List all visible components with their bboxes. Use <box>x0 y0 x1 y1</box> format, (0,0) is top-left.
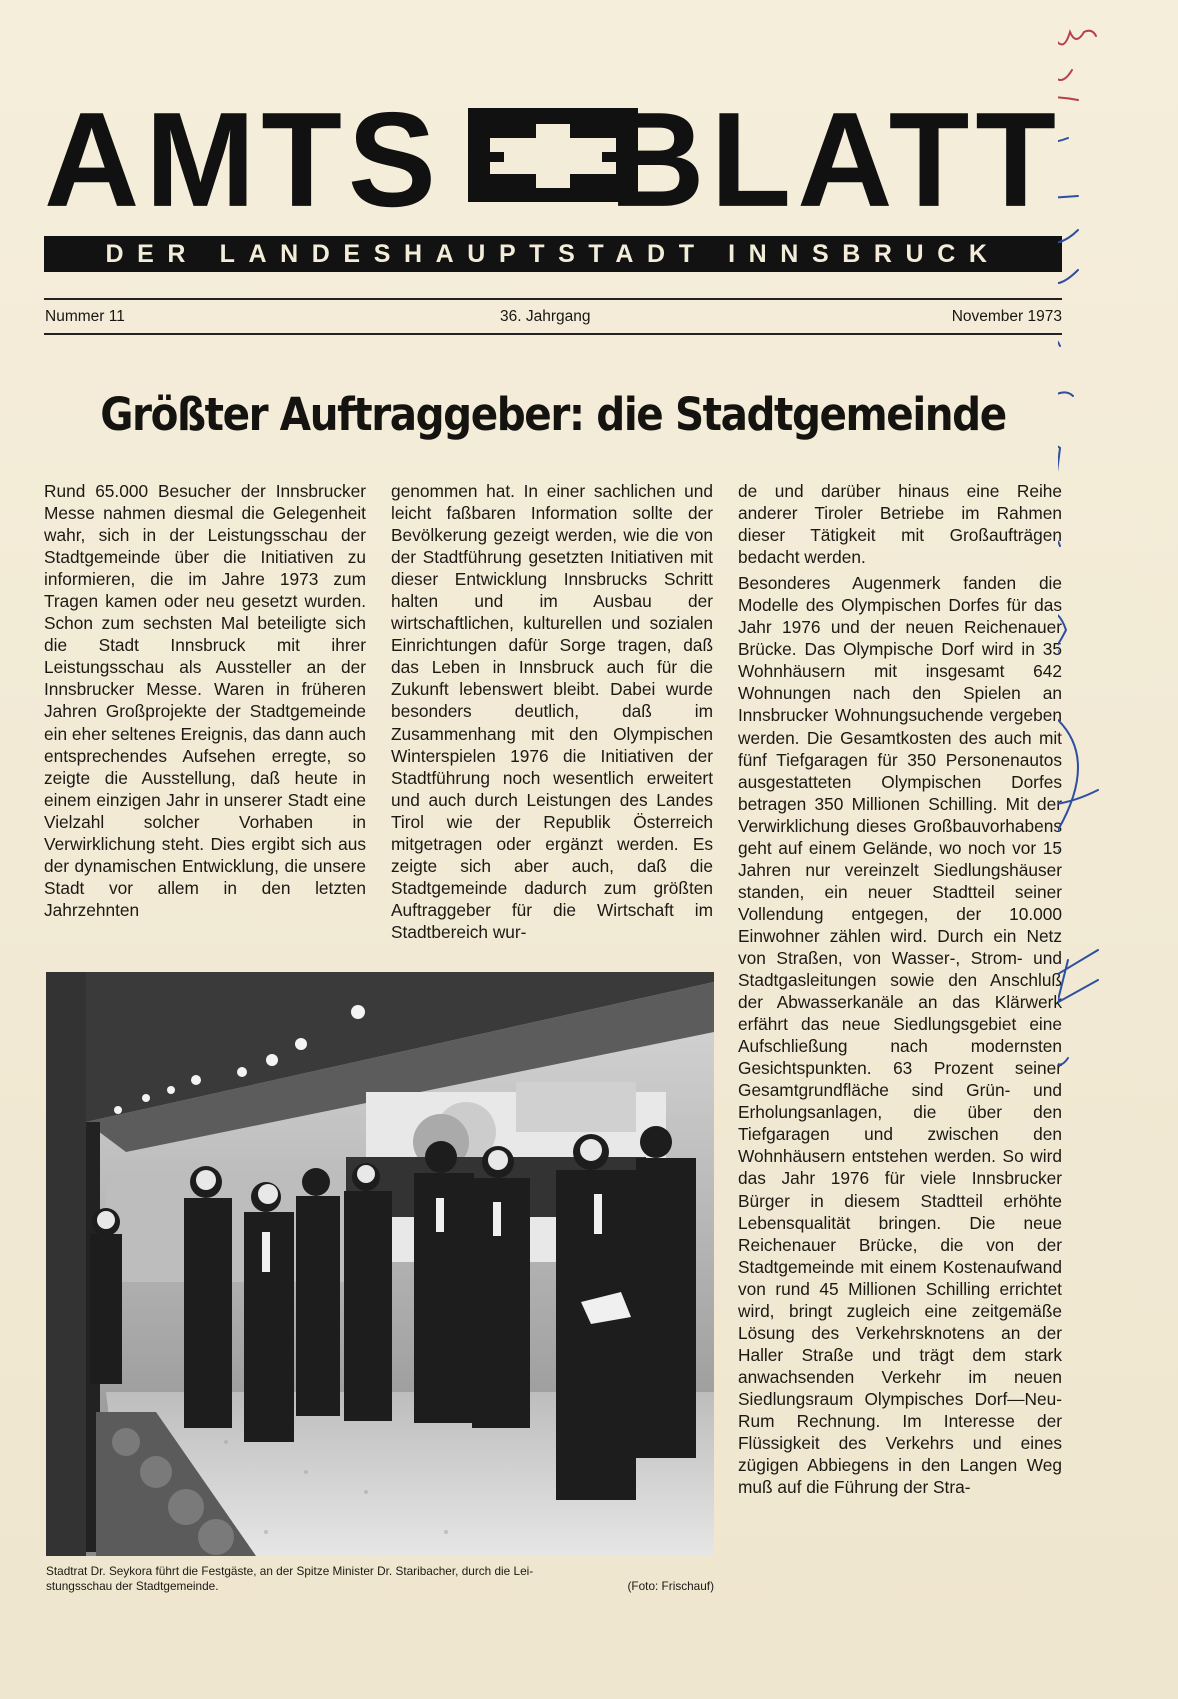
masthead <box>44 84 1062 235</box>
photo-credit: (Foto: Frischauf) <box>627 1579 714 1593</box>
masthead-subtitle-bar <box>44 236 1062 272</box>
column-3-paragraph-1: de und darüber hinaus eine Reihe anderer Tiroler Betriebe im Rahmen dieser Tätigkeit mit Großaufträgen bedacht werden. <box>738 481 1062 568</box>
exhibition-photo <box>46 972 714 1556</box>
column-3-paragraph-2: Besonderes Augenmerk fanden die Modelle des Olympischen Dorfes für das Jahr 1976 und der neuen Reichenauer Brücke. Das Olympische Dorf wird in 35 Wohnhäusern mit insgesamt 642 Wohnungen nach den Spielen an Innsbrucker Wohnungsuchende vergeben werden. Die Gesamtkosten des auch mit fünf Tiefgaragen für 350 Personenautos ausgestatteten Olympischen Dorfes betragen 350 Millionen Schilling. Mit der Verwirklichung dieses Großbauvorhabens geht auf einem Gelände, wo noch vor 15 Jahren nur vereinzelt Siedlungshäuser standen, ein neuer Stadtteil seiner Vollendung entgegen, der 10.000 Einwohner zählen wird. Durch ein Netz von Straßen, von Wasser-, Strom- und Stadtgasleitungen sowie den Anschluß der Abwasserkanäle an das Klärwerk erfährt das neue Siedlungsgebiet eine Aufschließung nach modernsten Gesichtspunkten. 63 Prozent seiner Gesamtgrundfläche sind Grün- und Erholungsanlagen, die über den Tiefgaragen und zwischen den Wohnhäusern entstehen werden. So wird das Jahr 1976 für viele Innsbrucker Bürger in diesem Stadtteil erhöhte Lebensqualität bringen. Die neue Reichenauer Brücke, die von der Stadtgemeinde mit einem Kostenaufwand von rund 45 Millionen Schilling errichtet wird, bringt zugleich eine zeitgemäße Lösung des Verkehrsknotens an der Haller Straße und trägt dem stark anwachsenden Verkehr im neuen Siedlungsraum Olympisches Dorf—Neu-Rum Rechnung. Im Interesse der Flüssigkeit des Verkehrs und eines zügigen Abbiegens in den Langen Weg muß auf die Führung der Stra- <box>738 573 1062 1498</box>
article-headline: Größter Auftraggeber: die Stadtgemeinde <box>100 388 1006 441</box>
issue-number: Nummer 11 <box>45 308 125 325</box>
masthead-subtitle: DER LANDESHAUPTSTADT INNSBRUCK <box>105 239 1001 268</box>
article-column-1 <box>44 480 366 966</box>
masthead-word-left: AMTS <box>44 84 442 235</box>
article-column-3 <box>738 480 1062 1498</box>
caption-line-1: Stadtrat Dr. Seykora führt die Festgäste, an der Spitze Minister Dr. Staribacher, durch die Lei- <box>46 1564 534 1578</box>
article-column-2 <box>391 480 713 966</box>
masthead-word-right: BLATT <box>609 84 1062 235</box>
issue-date: November 1973 <box>951 308 1062 325</box>
column-2-text: genommen hat. In einer sachlichen und leicht faßbaren Information sollte der Bevölkerung gezeigt werden, wie die von der Stadtführung gesetzten Initiativen mit dieser Entwicklung Innsbrucks Schritt halten und im Ausbau der wirtschaftlichen, kulturellen und sozialen Einrichtungen dafür Sorge tragen, daß das Leben in Innsbruck auch für die Zukunft lebenswert bleibt. Dabei wurde besonders deutlich, daß im Zusammenhang mit den Olympischen Winterspielen 1976 die Initiativen der Stadtführung noch wesentlich erweitert und auch durch Leistungen des Landes Tirol wie der Republik Österreich mitgetragen oder ergänzt werden. Es zeigte sich aber auch, daß die Stadtgemeinde dadurch zum größten Auftraggeber für die Wirtschaft im Stadtbereich wur- <box>391 481 713 942</box>
issue-rule-top <box>44 298 1062 300</box>
issue-rule-bottom <box>44 333 1062 335</box>
caption-line-2: stungsschau der Stadtgemeinde. <box>46 1579 219 1593</box>
photo-illustration <box>46 972 714 1556</box>
issue-volume: 36. Jahrgang <box>500 308 591 325</box>
photo-caption <box>46 1564 714 1594</box>
column-1-text: Rund 65.000 Besucher der Innsbrucker Messe nahmen diesmal die Gelegenheit wahr, sich in der Leistungsschau der Stadtgemeinde über die Initiativen zu informieren, die im Jahre 1973 zum Tragen kamen oder neu gesetzt wurden. Schon zum sechsten Mal beteiligte sich die Stadt Innsbruck mit ihrer Leistungsschau als Aussteller an der Innsbrucker Messe. Waren in früheren Jahren Großprojekte der Stadtgemeinde ein eher seltenes Ereignis, das dann auch entsprechendes Aufsehen erregte, so zeigte die Ausstellung, daß heute in einem einzigen Jahr in unserer Stadt eine Vielzahl solcher Vorhaben in Verwirklichung steht. Dies ergibt sich aus der dynamischen Entwicklung, die unsere Stadt vor allem in den letzten Jahrzehnten <box>44 481 366 920</box>
handwritten-margin-notes <box>1058 0 1178 1140</box>
